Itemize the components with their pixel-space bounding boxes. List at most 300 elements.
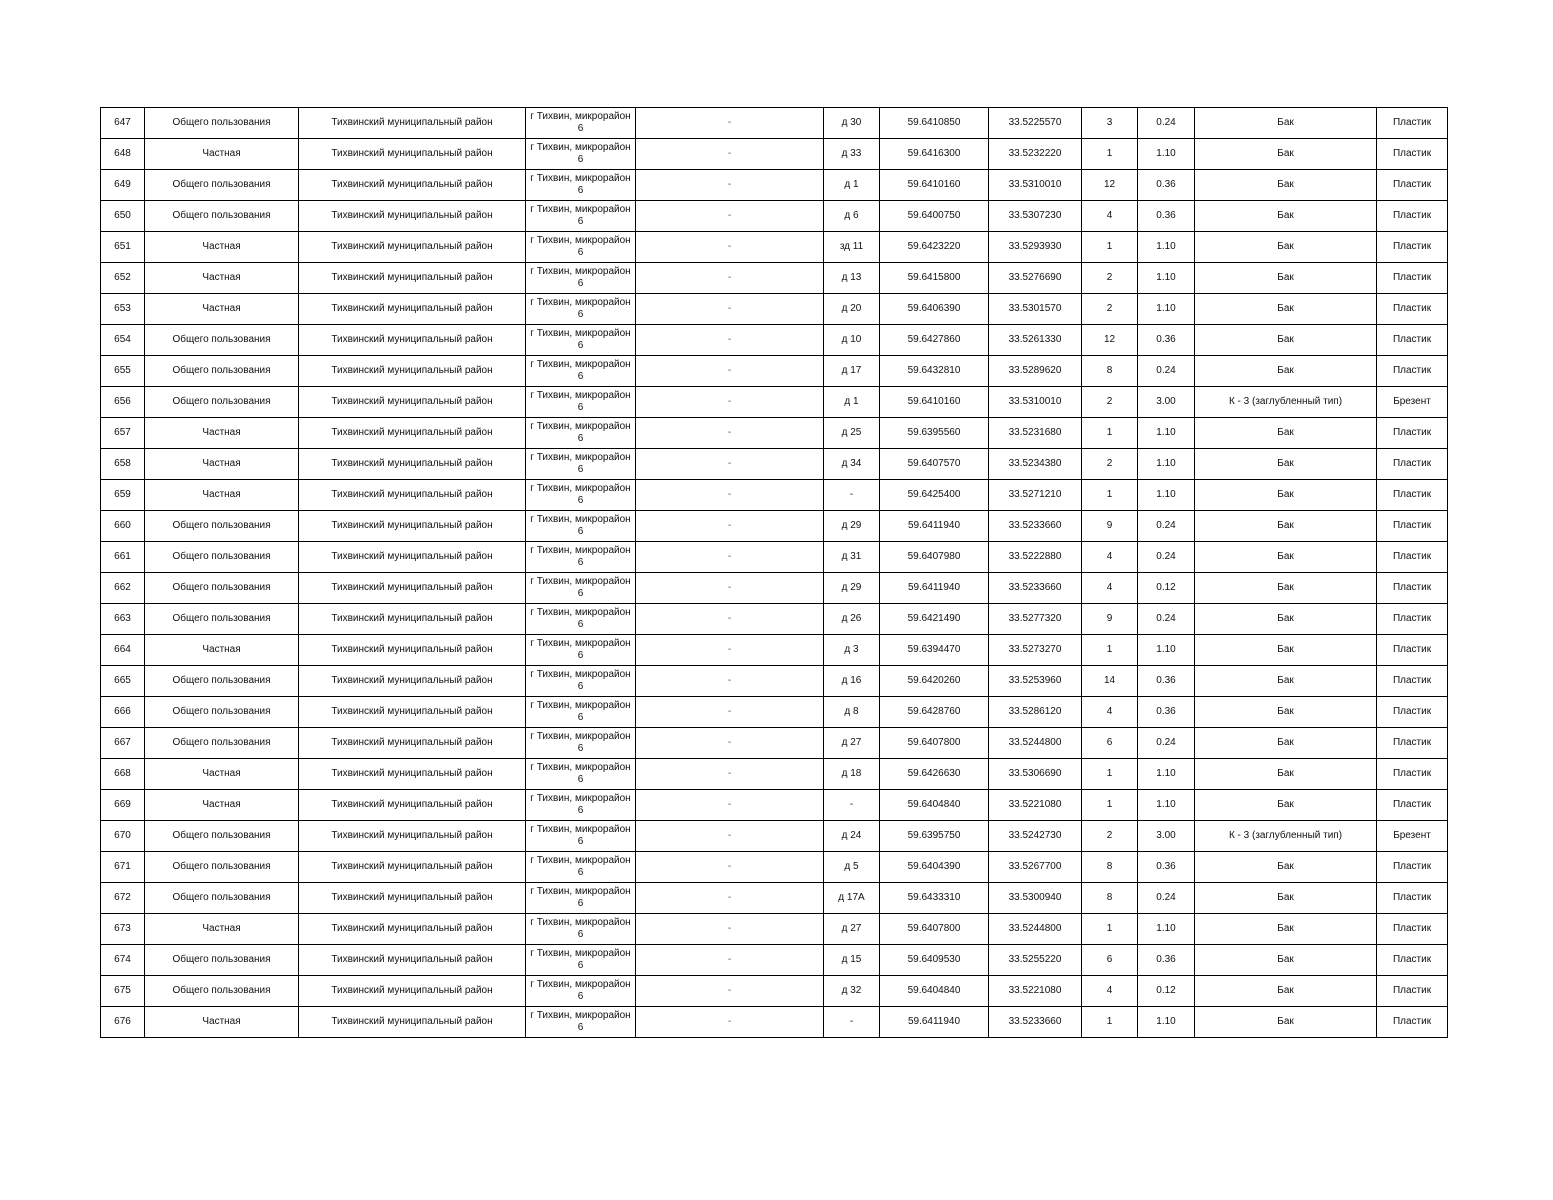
longitude-cell: 33.5310010 [989,170,1082,201]
container-type-cell: Бак [1195,232,1377,263]
row-number-cell: 650 [101,201,145,232]
ownership-type-cell: Общего пользования [145,728,299,759]
longitude-cell: 33.5261330 [989,325,1082,356]
row-number-cell: 657 [101,418,145,449]
street-dash-cell: - [636,325,824,356]
container-type-cell: Бак [1195,604,1377,635]
house-number-cell: д 17 [824,356,880,387]
house-number-cell: д 10 [824,325,880,356]
row-number-cell: 669 [101,790,145,821]
container-material-cell: Пластик [1377,852,1448,883]
container-type-cell: Бак [1195,1007,1377,1038]
ownership-type-cell: Частная [145,232,299,263]
container-type-cell: Бак [1195,511,1377,542]
container-material-cell: Брезент [1377,821,1448,852]
street-dash-cell: - [636,790,824,821]
row-number-cell: 668 [101,759,145,790]
row-number-cell: 664 [101,635,145,666]
container-type-cell: Бак [1195,480,1377,511]
street-dash-cell: - [636,449,824,480]
street-dash-cell: - [636,697,824,728]
municipal-district-cell: Тихвинский муниципальный район [299,604,526,635]
container-material-cell: Пластик [1377,666,1448,697]
table-row [101,635,1448,666]
address-locality-cell: г Тихвин, микрорайон 6 [526,666,636,697]
table-row [101,852,1448,883]
house-number-cell: д 31 [824,542,880,573]
row-number-cell: 667 [101,728,145,759]
address-locality-cell: г Тихвин, микрорайон 6 [526,139,636,170]
municipal-district-cell: Тихвинский муниципальный район [299,728,526,759]
table-row [101,573,1448,604]
container-volume-cell: 1.10 [1138,790,1195,821]
address-locality-cell: г Тихвин, микрорайон 6 [526,790,636,821]
table-row [101,697,1448,728]
municipal-district-cell: Тихвинский муниципальный район [299,139,526,170]
container-type-cell: Бак [1195,666,1377,697]
address-locality-cell: г Тихвин, микрорайон 6 [526,914,636,945]
house-number-cell: д 6 [824,201,880,232]
container-count-cell: 4 [1082,976,1138,1007]
longitude-cell: 33.5244800 [989,914,1082,945]
container-count-cell: 8 [1082,356,1138,387]
latitude-cell: 59.6394470 [880,635,989,666]
container-type-cell: Бак [1195,976,1377,1007]
container-material-cell: Пластик [1377,294,1448,325]
house-number-cell: д 25 [824,418,880,449]
container-count-cell: 6 [1082,945,1138,976]
container-material-cell: Брезент [1377,387,1448,418]
container-count-cell: 2 [1082,263,1138,294]
ownership-type-cell: Частная [145,1007,299,1038]
container-count-cell: 2 [1082,387,1138,418]
ownership-type-cell: Общего пользования [145,852,299,883]
house-number-cell: д 3 [824,635,880,666]
latitude-cell: 59.6421490 [880,604,989,635]
longitude-cell: 33.5277320 [989,604,1082,635]
address-locality-cell: г Тихвин, микрорайон 6 [526,108,636,139]
container-volume-cell: 1.10 [1138,635,1195,666]
container-type-cell: Бак [1195,728,1377,759]
container-type-cell: Бак [1195,542,1377,573]
table-body [101,108,1448,1038]
longitude-cell: 33.5233660 [989,573,1082,604]
container-material-cell: Пластик [1377,790,1448,821]
ownership-type-cell: Частная [145,263,299,294]
container-volume-cell: 3.00 [1138,821,1195,852]
ownership-type-cell: Частная [145,759,299,790]
street-dash-cell: - [636,511,824,542]
longitude-cell: 33.5232220 [989,139,1082,170]
container-count-cell: 4 [1082,542,1138,573]
longitude-cell: 33.5267700 [989,852,1082,883]
ownership-type-cell: Частная [145,480,299,511]
municipal-district-cell: Тихвинский муниципальный район [299,635,526,666]
container-type-cell: Бак [1195,170,1377,201]
longitude-cell: 33.5276690 [989,263,1082,294]
table-row [101,325,1448,356]
row-number-cell: 671 [101,852,145,883]
street-dash-cell: - [636,294,824,325]
container-material-cell: Пластик [1377,139,1448,170]
longitude-cell: 33.5221080 [989,790,1082,821]
longitude-cell: 33.5306690 [989,759,1082,790]
ownership-type-cell: Общего пользования [145,201,299,232]
table-row [101,480,1448,511]
latitude-cell: 59.6407800 [880,728,989,759]
ownership-type-cell: Частная [145,635,299,666]
address-locality-cell: г Тихвин, микрорайон 6 [526,945,636,976]
longitude-cell: 33.5293930 [989,232,1082,263]
container-volume-cell: 0.36 [1138,170,1195,201]
container-volume-cell: 1.10 [1138,418,1195,449]
longitude-cell: 33.5225570 [989,108,1082,139]
latitude-cell: 59.6423220 [880,232,989,263]
ownership-type-cell: Общего пользования [145,666,299,697]
house-number-cell: д 24 [824,821,880,852]
house-number-cell: д 5 [824,852,880,883]
container-volume-cell: 1.10 [1138,914,1195,945]
table-row [101,263,1448,294]
street-dash-cell: - [636,387,824,418]
street-dash-cell: - [636,480,824,511]
municipal-district-cell: Тихвинский муниципальный район [299,294,526,325]
row-number-cell: 648 [101,139,145,170]
latitude-cell: 59.6409530 [880,945,989,976]
container-material-cell: Пластик [1377,511,1448,542]
container-material-cell: Пластик [1377,108,1448,139]
container-count-cell: 12 [1082,170,1138,201]
table-row [101,945,1448,976]
municipal-district-cell: Тихвинский муниципальный район [299,542,526,573]
container-type-cell: Бак [1195,914,1377,945]
latitude-cell: 59.6410850 [880,108,989,139]
municipal-district-cell: Тихвинский муниципальный район [299,418,526,449]
longitude-cell: 33.5286120 [989,697,1082,728]
table-row [101,759,1448,790]
container-type-cell: Бак [1195,790,1377,821]
container-type-cell: Бак [1195,852,1377,883]
municipal-district-cell: Тихвинский муниципальный район [299,201,526,232]
longitude-cell: 33.5307230 [989,201,1082,232]
container-volume-cell: 0.24 [1138,728,1195,759]
table-row [101,511,1448,542]
container-material-cell: Пластик [1377,232,1448,263]
longitude-cell: 33.5271210 [989,480,1082,511]
address-locality-cell: г Тихвин, микрорайон 6 [526,387,636,418]
container-material-cell: Пластик [1377,883,1448,914]
ownership-type-cell: Частная [145,139,299,170]
address-locality-cell: г Тихвин, микрорайон 6 [526,635,636,666]
container-count-cell: 14 [1082,666,1138,697]
container-volume-cell: 0.36 [1138,945,1195,976]
municipal-district-cell: Тихвинский муниципальный район [299,945,526,976]
latitude-cell: 59.6411940 [880,573,989,604]
container-type-cell: Бак [1195,139,1377,170]
row-number-cell: 653 [101,294,145,325]
table-row [101,790,1448,821]
container-material-cell: Пластик [1377,945,1448,976]
street-dash-cell: - [636,821,824,852]
latitude-cell: 59.6407800 [880,914,989,945]
house-number-cell: д 27 [824,728,880,759]
table-row [101,449,1448,480]
container-volume-cell: 1.10 [1138,759,1195,790]
container-material-cell: Пластик [1377,263,1448,294]
latitude-cell: 59.6411940 [880,511,989,542]
container-volume-cell: 0.24 [1138,356,1195,387]
municipal-district-cell: Тихвинский муниципальный район [299,263,526,294]
longitude-cell: 33.5234380 [989,449,1082,480]
container-count-cell: 4 [1082,697,1138,728]
container-material-cell: Пластик [1377,1007,1448,1038]
latitude-cell: 59.6420260 [880,666,989,697]
container-material-cell: Пластик [1377,201,1448,232]
container-count-cell: 2 [1082,821,1138,852]
address-locality-cell: г Тихвин, микрорайон 6 [526,325,636,356]
container-volume-cell: 1.10 [1138,232,1195,263]
address-locality-cell: г Тихвин, микрорайон 6 [526,728,636,759]
container-volume-cell: 0.24 [1138,108,1195,139]
container-material-cell: Пластик [1377,542,1448,573]
house-number-cell: - [824,790,880,821]
ownership-type-cell: Частная [145,294,299,325]
row-number-cell: 670 [101,821,145,852]
street-dash-cell: - [636,418,824,449]
latitude-cell: 59.6407980 [880,542,989,573]
container-count-cell: 1 [1082,914,1138,945]
ownership-type-cell: Частная [145,418,299,449]
container-type-cell: Бак [1195,263,1377,294]
container-volume-cell: 0.36 [1138,325,1195,356]
address-locality-cell: г Тихвин, микрорайон 6 [526,170,636,201]
container-volume-cell: 0.12 [1138,976,1195,1007]
latitude-cell: 59.6425400 [880,480,989,511]
container-count-cell: 1 [1082,790,1138,821]
latitude-cell: 59.6427860 [880,325,989,356]
container-count-cell: 1 [1082,139,1138,170]
municipal-district-cell: Тихвинский муниципальный район [299,573,526,604]
row-number-cell: 652 [101,263,145,294]
latitude-cell: 59.6404390 [880,852,989,883]
ownership-type-cell: Общего пользования [145,170,299,201]
container-volume-cell: 1.10 [1138,449,1195,480]
table-row [101,387,1448,418]
ownership-type-cell: Общего пользования [145,108,299,139]
container-count-cell: 1 [1082,635,1138,666]
container-volume-cell: 0.24 [1138,511,1195,542]
table-row [101,976,1448,1007]
container-volume-cell: 3.00 [1138,387,1195,418]
house-number-cell: д 34 [824,449,880,480]
container-material-cell: Пластик [1377,759,1448,790]
row-number-cell: 665 [101,666,145,697]
house-number-cell: - [824,1007,880,1038]
municipal-district-cell: Тихвинский муниципальный район [299,325,526,356]
ownership-type-cell: Общего пользования [145,573,299,604]
latitude-cell: 59.6416300 [880,139,989,170]
container-material-cell: Пластик [1377,325,1448,356]
street-dash-cell: - [636,139,824,170]
municipal-district-cell: Тихвинский муниципальный район [299,790,526,821]
municipal-district-cell: Тихвинский муниципальный район [299,976,526,1007]
table-row [101,232,1448,263]
container-volume-cell: 0.36 [1138,666,1195,697]
container-count-cell: 4 [1082,573,1138,604]
container-count-cell: 2 [1082,449,1138,480]
latitude-cell: 59.6411940 [880,1007,989,1038]
container-volume-cell: 1.10 [1138,139,1195,170]
container-count-cell: 8 [1082,852,1138,883]
ownership-type-cell: Общего пользования [145,883,299,914]
street-dash-cell: - [636,108,824,139]
row-number-cell: 658 [101,449,145,480]
table-row [101,201,1448,232]
municipal-district-cell: Тихвинский муниципальный район [299,449,526,480]
container-material-cell: Пластик [1377,728,1448,759]
row-number-cell: 649 [101,170,145,201]
municipal-district-cell: Тихвинский муниципальный район [299,170,526,201]
container-type-cell: Бак [1195,201,1377,232]
longitude-cell: 33.5310010 [989,387,1082,418]
latitude-cell: 59.6410160 [880,387,989,418]
table-row [101,914,1448,945]
longitude-cell: 33.5231680 [989,418,1082,449]
table-row [101,542,1448,573]
street-dash-cell: - [636,201,824,232]
street-dash-cell: - [636,573,824,604]
municipal-district-cell: Тихвинский муниципальный район [299,759,526,790]
longitude-cell: 33.5255220 [989,945,1082,976]
street-dash-cell: - [636,759,824,790]
house-number-cell: д 30 [824,108,880,139]
row-number-cell: 656 [101,387,145,418]
ownership-type-cell: Общего пользования [145,821,299,852]
table-row [101,666,1448,697]
container-count-cell: 9 [1082,511,1138,542]
address-locality-cell: г Тихвин, микрорайон 6 [526,294,636,325]
longitude-cell: 33.5221080 [989,976,1082,1007]
row-number-cell: 666 [101,697,145,728]
address-locality-cell: г Тихвин, микрорайон 6 [526,418,636,449]
municipal-district-cell: Тихвинский муниципальный район [299,852,526,883]
address-locality-cell: г Тихвин, микрорайон 6 [526,356,636,387]
ownership-type-cell: Общего пользования [145,604,299,635]
address-locality-cell: г Тихвин, микрорайон 6 [526,697,636,728]
street-dash-cell: - [636,976,824,1007]
latitude-cell: 59.6432810 [880,356,989,387]
house-number-cell: д 8 [824,697,880,728]
row-number-cell: 661 [101,542,145,573]
longitude-cell: 33.5253960 [989,666,1082,697]
street-dash-cell: - [636,728,824,759]
container-material-cell: Пластик [1377,976,1448,1007]
container-type-cell: Бак [1195,294,1377,325]
address-locality-cell: г Тихвин, микрорайон 6 [526,852,636,883]
street-dash-cell: - [636,263,824,294]
table-row [101,604,1448,635]
latitude-cell: 59.6406390 [880,294,989,325]
container-material-cell: Пластик [1377,418,1448,449]
ownership-type-cell: Частная [145,790,299,821]
ownership-type-cell: Общего пользования [145,387,299,418]
municipal-district-cell: Тихвинский муниципальный район [299,1007,526,1038]
house-number-cell: д 13 [824,263,880,294]
address-locality-cell: г Тихвин, микрорайон 6 [526,1007,636,1038]
address-locality-cell: г Тихвин, микрорайон 6 [526,511,636,542]
latitude-cell: 59.6404840 [880,790,989,821]
municipal-district-cell: Тихвинский муниципальный район [299,914,526,945]
row-number-cell: 651 [101,232,145,263]
municipal-district-cell: Тихвинский муниципальный район [299,480,526,511]
address-locality-cell: г Тихвин, микрорайон 6 [526,883,636,914]
table-row [101,821,1448,852]
row-number-cell: 659 [101,480,145,511]
longitude-cell: 33.5301570 [989,294,1082,325]
address-locality-cell: г Тихвин, микрорайон 6 [526,759,636,790]
container-material-cell: Пластик [1377,170,1448,201]
row-number-cell: 654 [101,325,145,356]
data-table [100,107,1448,1038]
container-count-cell: 8 [1082,883,1138,914]
container-type-cell: К - 3 (заглубленный тип) [1195,821,1377,852]
longitude-cell: 33.5233660 [989,511,1082,542]
container-type-cell: Бак [1195,418,1377,449]
house-number-cell: д 26 [824,604,880,635]
latitude-cell: 59.6433310 [880,883,989,914]
longitude-cell: 33.5244800 [989,728,1082,759]
row-number-cell: 675 [101,976,145,1007]
container-volume-cell: 1.10 [1138,480,1195,511]
container-type-cell: Бак [1195,449,1377,480]
house-number-cell: - [824,480,880,511]
container-count-cell: 4 [1082,201,1138,232]
container-count-cell: 6 [1082,728,1138,759]
ownership-type-cell: Общего пользования [145,325,299,356]
container-type-cell: Бак [1195,945,1377,976]
latitude-cell: 59.6404840 [880,976,989,1007]
house-number-cell: д 32 [824,976,880,1007]
address-locality-cell: г Тихвин, микрорайон 6 [526,480,636,511]
container-count-cell: 9 [1082,604,1138,635]
street-dash-cell: - [636,852,824,883]
container-count-cell: 2 [1082,294,1138,325]
street-dash-cell: - [636,170,824,201]
house-number-cell: д 27 [824,914,880,945]
container-volume-cell: 0.36 [1138,852,1195,883]
container-volume-cell: 1.10 [1138,1007,1195,1038]
municipal-district-cell: Тихвинский муниципальный район [299,511,526,542]
ownership-type-cell: Общего пользования [145,542,299,573]
latitude-cell: 59.6400750 [880,201,989,232]
house-number-cell: д 29 [824,511,880,542]
house-number-cell: д 17А [824,883,880,914]
street-dash-cell: - [636,945,824,976]
house-number-cell: д 29 [824,573,880,604]
table-row [101,108,1448,139]
container-volume-cell: 0.24 [1138,604,1195,635]
longitude-cell: 33.5242730 [989,821,1082,852]
container-material-cell: Пластик [1377,635,1448,666]
street-dash-cell: - [636,232,824,263]
container-type-cell: Бак [1195,883,1377,914]
street-dash-cell: - [636,542,824,573]
container-type-cell: Бак [1195,356,1377,387]
house-number-cell: д 1 [824,387,880,418]
container-count-cell: 1 [1082,759,1138,790]
container-count-cell: 1 [1082,418,1138,449]
house-number-cell: д 1 [824,170,880,201]
